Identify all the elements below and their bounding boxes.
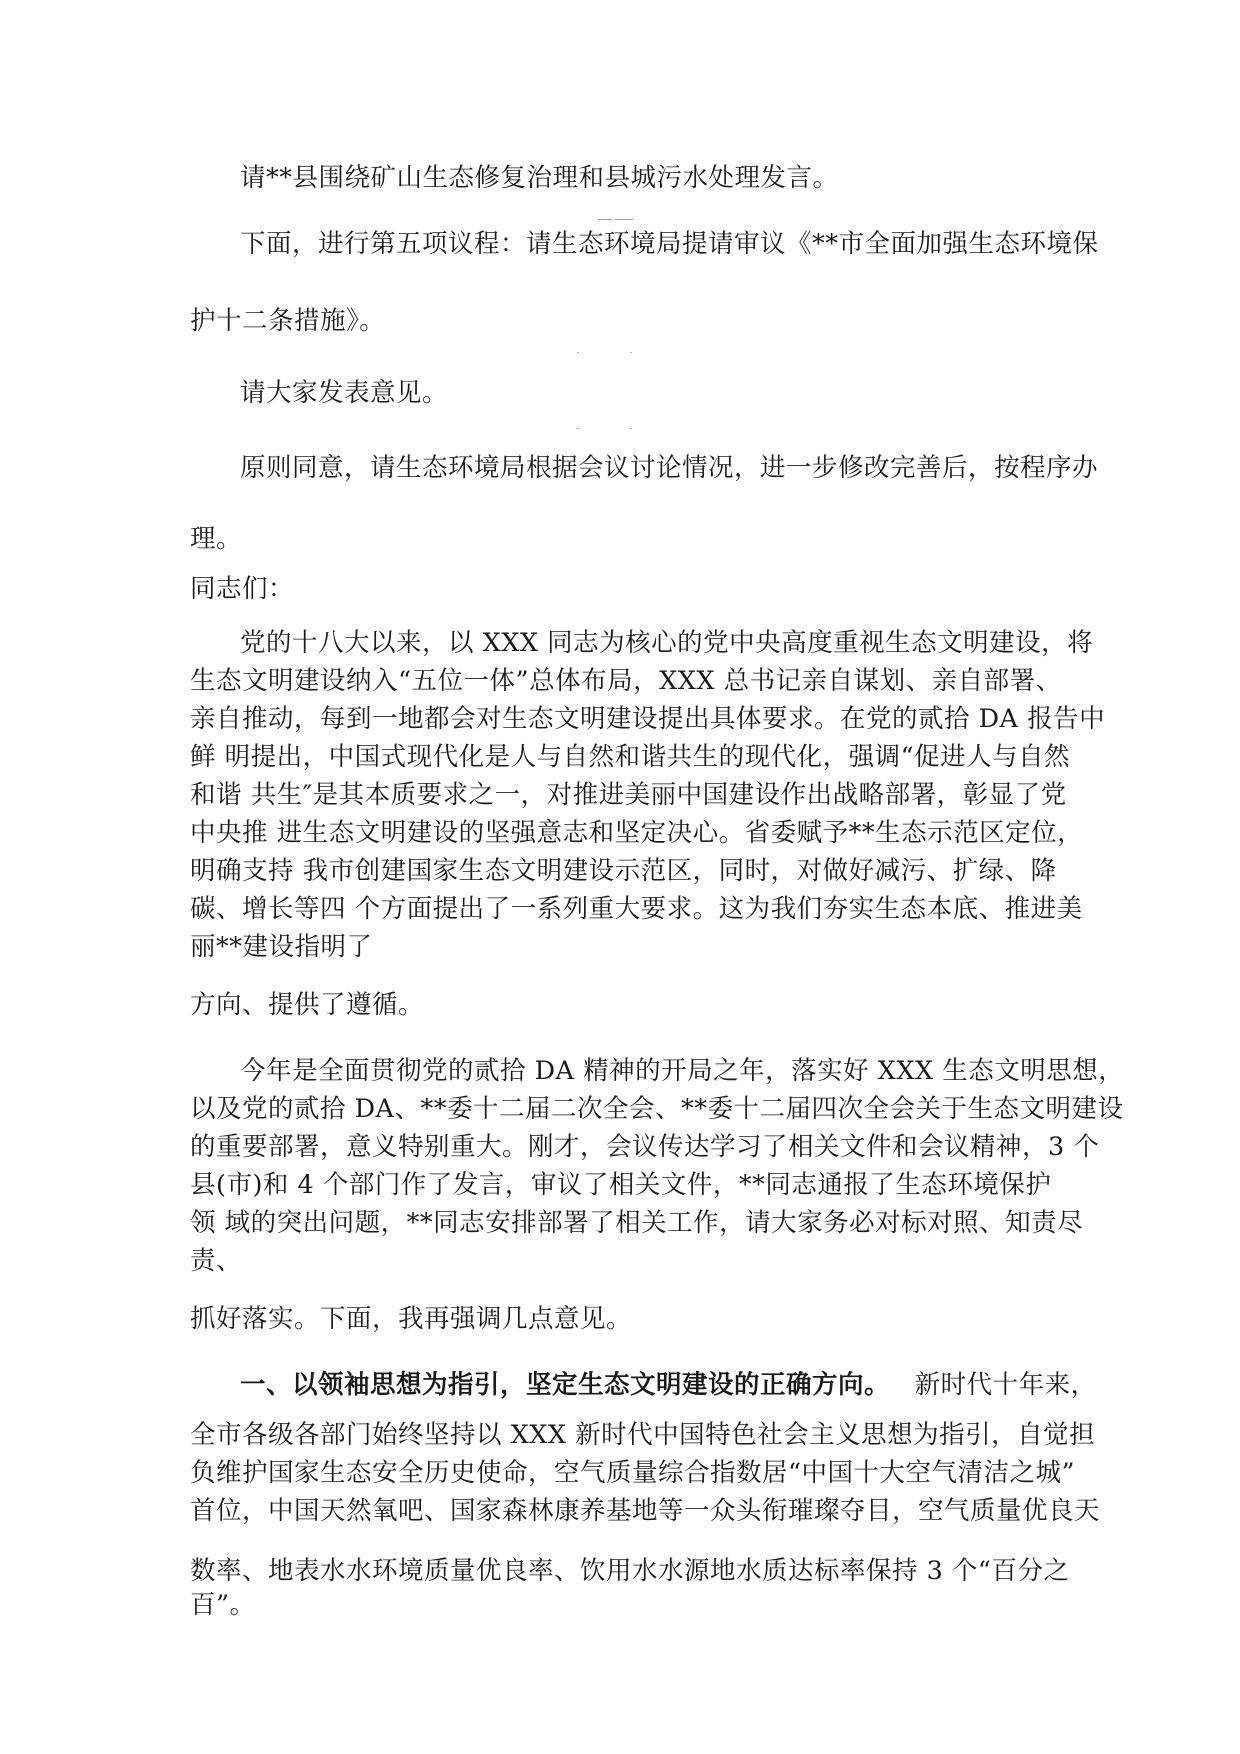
paragraph-line: 党的十八大以来，以 XXX 同志为核心的党中央高度重视生态文明建设，将 [240,628,1094,658]
section-heading-line [240,1366,1097,1404]
paragraph-line: 明确支持 我市创建国家生态文明建设示范区，同时，对做好减污、扩绿、降 [190,856,1057,886]
scan-mark [615,219,633,220]
paragraph-line: 以及党的贰拾 DA、**委十二届二次全会、**委十二届四次全会关于生态文明建设 [190,1094,1124,1124]
paragraph-agenda-line: 下面，进行第五项议程：请生态环境局提请审议《**市全面加强生态环境保 [240,229,1099,259]
paragraph-speech-request: 请**县围绕矿山生态修复治理和县城污水处理发言。 [240,163,839,193]
paragraph-line: 和谐 共生″是其本质要求之一，对推进美丽中国建设作出战略部署，彰显了党 [190,780,1067,810]
paragraph-line: 首位，中国天然氧吧、国家森林康养基地等一众头衔璀璨夺目，空气质量优良天 [190,1496,1101,1526]
paragraph-line: 碳、增长等四 个方面提出了一系列重大要求。这为我们夯实生态本底、推进美 [190,894,1083,924]
section-heading: 一、以领袖思想为指引，坚定生态文明建设的正确方向。 [240,1370,891,1400]
scan-dot [577,428,579,429]
paragraph-approval-line: 理。 [190,524,243,554]
paragraph-approval-line: 原则同意，请生态环境局根据会议讨论情况，进一步修改完善后，按程序办 [240,453,1099,483]
paragraph-line: 鲜 明提出，中国式现代化是人与自然和谐共生的现代化，强调“促进人与自然 [190,742,1071,772]
paragraph-line: 数率、地表水水环境质量优良率、饮用水水源地水质达标率保持 3 个“百分之 [190,1556,1070,1586]
paragraph-line: 负维护国家生态安全历史使命，空气质量综合指数居“中国十大空气清洁之城” [190,1458,1076,1488]
paragraph-line: 全市各级各部门始终坚持以 XXX 新时代中国特色社会主义思想为指引，自觉担 [190,1420,1096,1450]
paragraph-line: 的重要部署，意义特别重大。刚才，会议传达学习了相关文件和会议精神，3 个 [190,1132,1100,1162]
scan-dot [630,428,632,429]
paragraph-line: 今年是全面贯彻党的贰拾 DA 精神的开局之年，落实好 XXX 生态文明思想， [240,1056,1125,1086]
scan-dot [630,352,632,353]
scan-dot [577,352,579,353]
paragraph-line: 生态文明建设纳入“五位一体”总体布局，XXX 总书记亲自谋划、亲自部署、 [190,666,1062,696]
paragraph-line: 方向、提供了遵循。 [190,990,425,1020]
paragraph-line: 责、 [190,1246,243,1276]
paragraph-line: 亲自推动，每到一地都会对生态文明建设提出具体要求。在党的贰拾 DA 报告中 [190,704,1106,734]
paragraph-line: 中央推 进生态文明建设的坚强意志和坚定决心。省委赋予**生态示范区定位， [190,818,1084,848]
paragraph-line: 县(市)和 4 个部门作了发言，审议了相关文件，**同志通报了生态环境保护 [190,1170,1052,1200]
salutation: 同志们： [190,574,295,604]
paragraph-line: 丽**建设指明了 [190,932,373,962]
paragraph-line: 领 域的突出问题，**同志安排部署了相关工作，请大家务必对标对照、知责尽 [190,1208,1084,1238]
section-heading-tail: 新时代十年来， [914,1370,1097,1400]
scan-mark [598,219,612,220]
paragraph-line: 抓好落实。下面，我再强调几点意见。 [190,1304,633,1334]
paragraph-line: 百”。 [190,1590,256,1620]
paragraph-opinion-request: 请大家发表意见。 [240,378,449,408]
paragraph-agenda-line: 护十二条措施》。 [190,306,386,336]
